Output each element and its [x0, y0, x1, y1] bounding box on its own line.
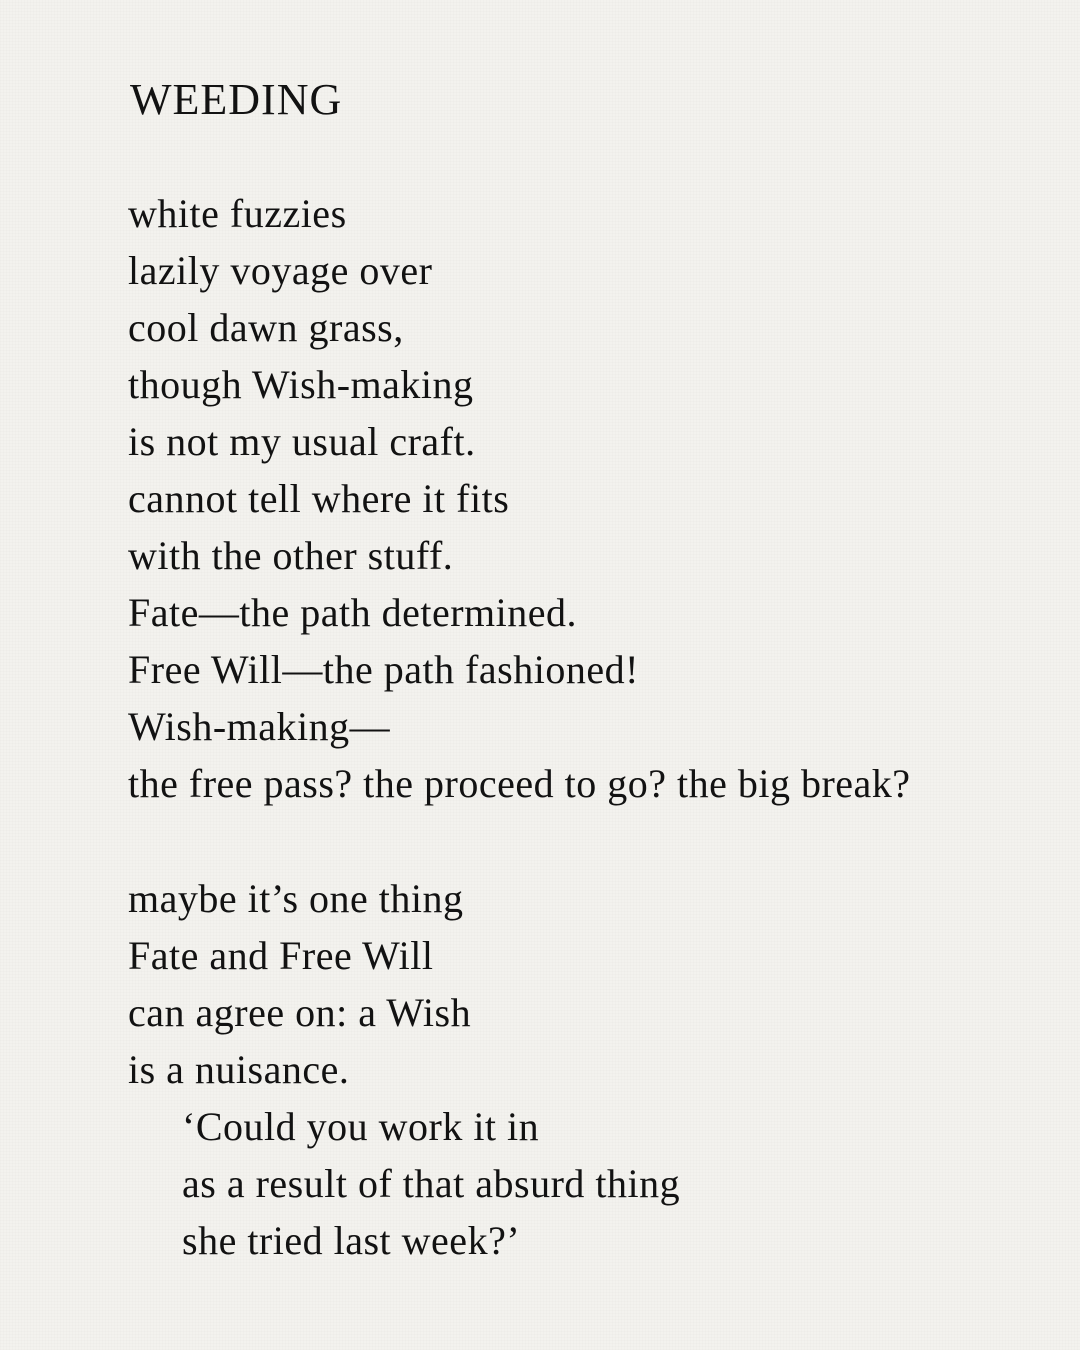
poem-line: cool dawn grass, — [128, 305, 404, 350]
poem-line: Free Will—the path fashioned! — [128, 647, 639, 692]
stanza-2 — [128, 870, 680, 1269]
poem-line: the free pass? the proceed to go? the big break? — [128, 761, 911, 806]
poem-line: Fate—the path determined. — [128, 590, 578, 635]
poem-line: though Wish-making — [128, 362, 474, 407]
poem-line: white fuzzies — [128, 191, 347, 236]
poem-line-indented: as a result of that absurd thing — [182, 1161, 681, 1206]
poem-line: is a nuisance. — [128, 1047, 350, 1092]
poem-line: Wish-making— — [128, 704, 391, 749]
poem-line: maybe it’s one thing — [128, 876, 464, 921]
poem-line: cannot tell where it fits — [128, 476, 510, 521]
poem-line: lazily voyage over — [128, 248, 433, 293]
poem-line-indented: she tried last week?’ — [182, 1218, 521, 1263]
poem-line: with the other stuff. — [128, 533, 454, 578]
poem-line: Fate and Free Will — [128, 933, 434, 978]
poem-line-indented: ‘Could you work it in — [182, 1104, 540, 1149]
poem-title: WEEDING — [130, 75, 343, 124]
stanza-1 — [128, 185, 911, 812]
poem-line: is not my usual craft. — [128, 419, 476, 464]
poem-line: can agree on: a Wish — [128, 990, 472, 1035]
